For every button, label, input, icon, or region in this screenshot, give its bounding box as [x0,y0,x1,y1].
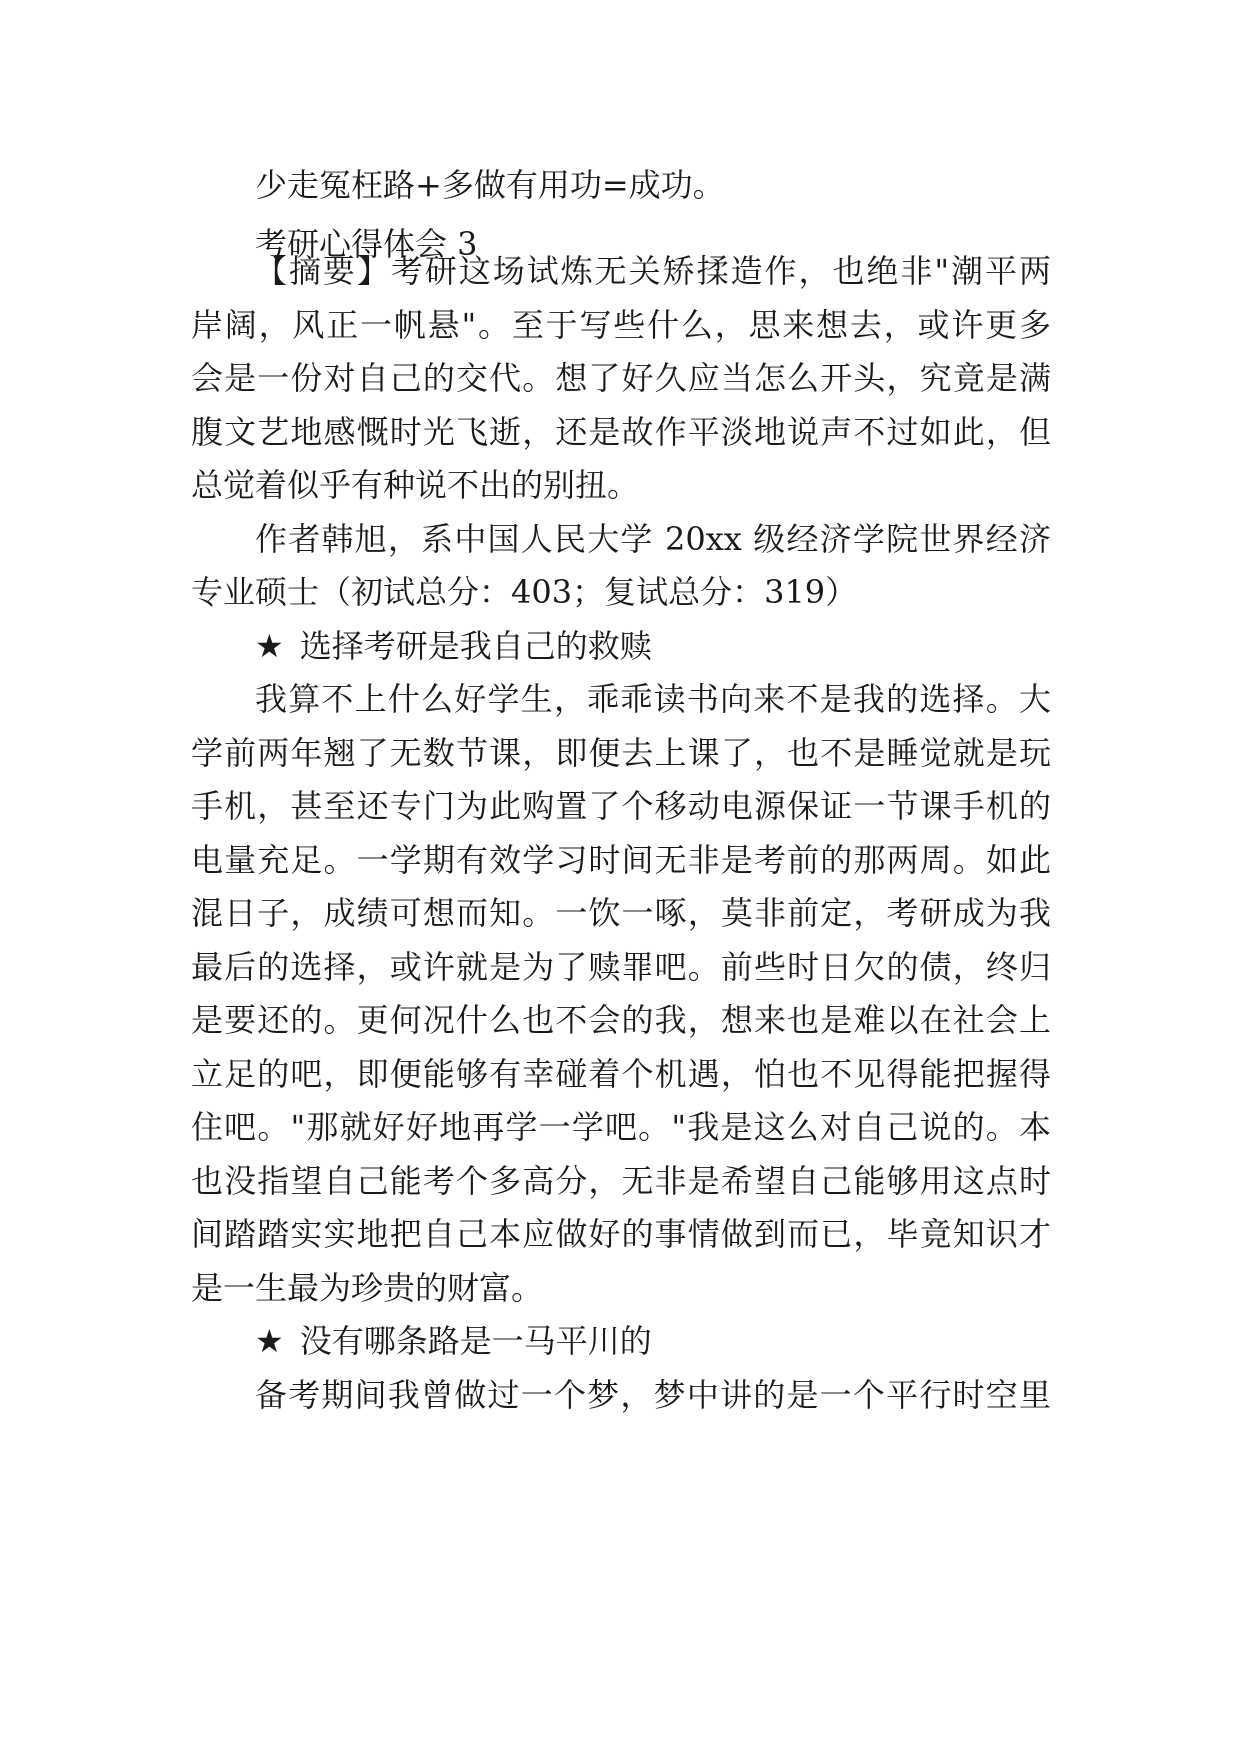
paragraph-line: 专业硕士（初试总分：403；复试总分：319） [191,573,858,611]
paragraph-line: 总觉着似乎有种说不出的别扭。 [191,466,640,504]
paragraph-line: 少走冤枉路+多做有用功=成功。 [255,166,725,204]
star-icon: ★ [255,1322,284,1360]
paragraph-line: 住吧。"那就好好地再学一学吧。"我是这么对自己说的。本 [191,1108,1051,1146]
paragraph-line: 会是一份对自己的交代。想了好久应当怎么开头，究竟是满 [191,359,1051,397]
section-title: 考研心得体会 3 [255,225,478,263]
paragraph-line: 混日子，成绩可想而知。一饮一啄，莫非前定，考研成为我 [191,894,1051,932]
paragraph-line: 我算不上什么好学生，乖乖读书向来不是我的选择。大 [255,680,1051,718]
paragraph-line: 最后的选择，或许就是为了赎罪吧。前些时日欠的债，终归 [191,948,1051,986]
paragraph-line: 手机，甚至还专门为此购置了个移动电源保证一节课手机的 [191,787,1051,825]
paragraph-line: 腹文艺地感慨时光飞逝，还是故作平淡地说声不过如此，但 [191,413,1051,451]
paragraph-line: 立足的吧，即便能够有幸碰着个机遇，怕也不见得能把握得 [191,1055,1051,1093]
section-heading [255,1321,652,1361]
paragraph-line: 是要还的。更何况什么也不会的我，想来也是难以在社会上 [191,1001,1051,1039]
section-heading-text: 没有哪条路是一马平川的 [299,1322,652,1360]
paragraph-line: 作者韩旭，系中国人民大学 20xx 级经济学院世界经济 [255,520,1051,558]
paragraph-line: 也没指望自己能考个多高分，无非是希望自己能够用这点时 [191,1162,1051,1200]
section-heading [255,626,652,666]
paragraph-line: 是一生最为珍贵的财富。 [191,1269,544,1307]
paragraph-line: 学前两年翘了无数节课，即便去上课了，也不是睡觉就是玩 [191,734,1051,772]
star-icon: ★ [255,627,284,665]
paragraph-line: 电量充足。一学期有效学习时间无非是考前的那两周。如此 [191,841,1051,879]
paragraph-line: 间踏踏实实地把自己本应做好的事情做到而已，毕竟知识才 [191,1215,1051,1253]
paragraph-line: 【摘要】考研这场试炼无关矫揉造作，也绝非"潮平两 [255,252,1051,290]
paragraph-line: 岸阔，风正一帆悬"。至于写些什么，思来想去，或许更多 [191,306,1051,344]
paragraph-line: 备考期间我曾做过一个梦，梦中讲的是一个平行时空里 [255,1376,1051,1414]
section-heading-text: 选择考研是我自己的救赎 [299,627,652,665]
